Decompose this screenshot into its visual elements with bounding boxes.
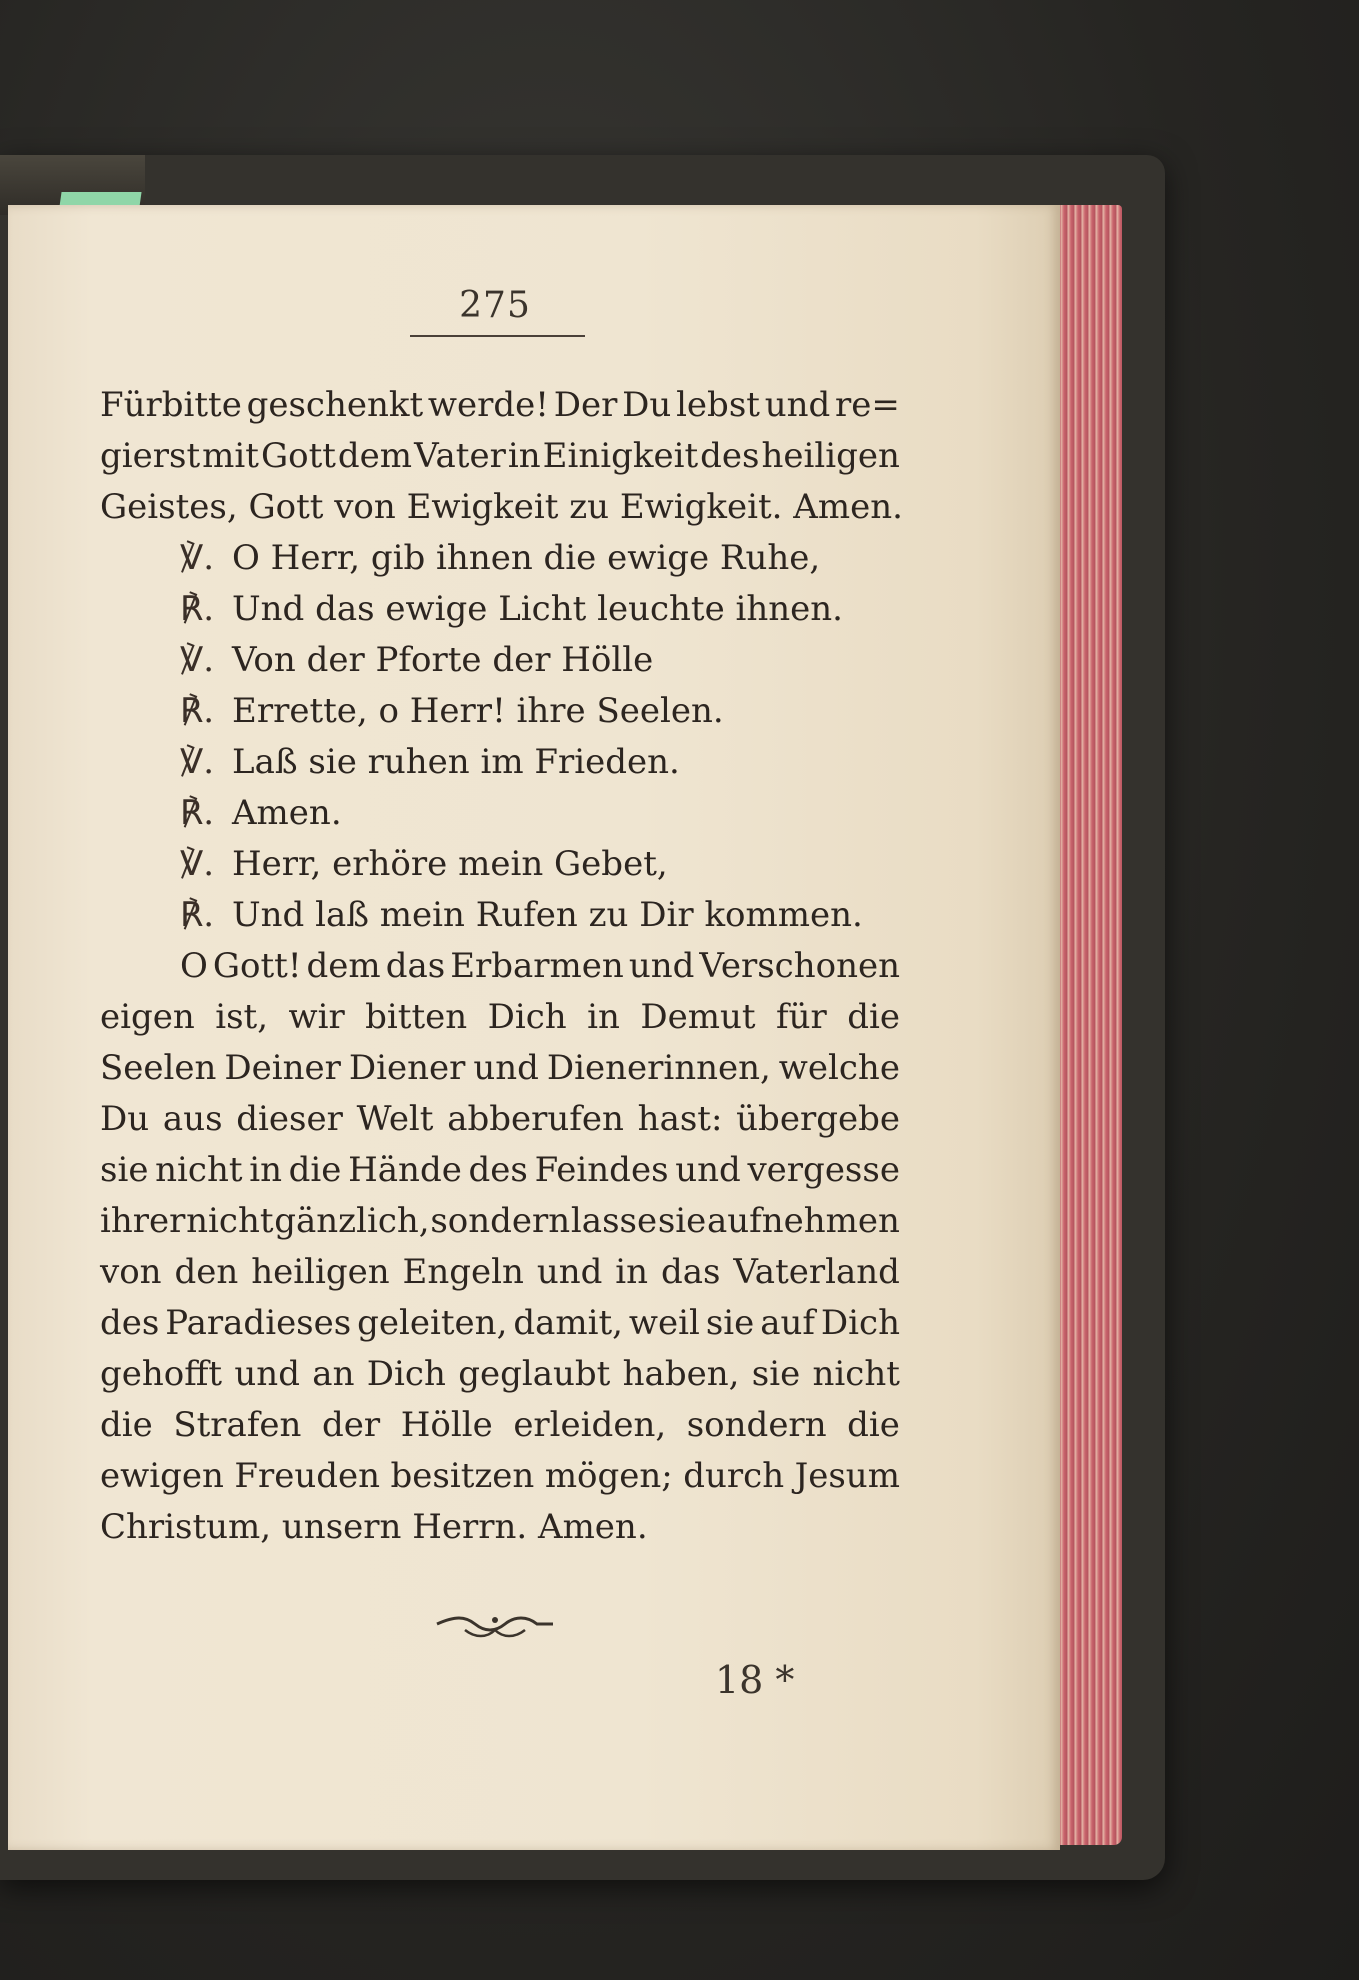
text-line (100, 992, 900, 1043)
word: O (180, 946, 208, 986)
responsory-text: Amen. (232, 793, 342, 833)
word: Paradieses (165, 1303, 352, 1343)
word: an (312, 1354, 355, 1394)
page-number: 275 (459, 285, 531, 326)
word: das (660, 1252, 721, 1292)
responsory-text: Herr, erhöre mein Gebet, (232, 844, 668, 884)
text-line: Christum, unsern Herrn. Amen. (100, 1507, 648, 1547)
text-line: Geistes, Gott von Ewigkeit zu Ewigkeit. Amen. (100, 487, 903, 527)
responsory-line (100, 584, 900, 635)
word: Dienerinnen, (546, 1048, 771, 1088)
word: haben, (622, 1354, 740, 1394)
word: dem (337, 436, 413, 476)
text-line (100, 1043, 900, 1094)
text-line (100, 1196, 900, 1247)
word: die (847, 1405, 900, 1445)
word: re= (835, 385, 900, 425)
responsory-line (100, 686, 900, 737)
versicle-mark: ℣. (180, 538, 215, 578)
word: nicht (155, 1150, 243, 1190)
responsory-text: Und laß mein Rufen zu Dir kommen. (232, 895, 863, 935)
word: dem (306, 946, 381, 986)
response-mark: ℟. (180, 691, 215, 731)
word: ist, (215, 997, 269, 1037)
word: gierst (100, 436, 201, 476)
word: lasse (570, 1201, 658, 1241)
text-line (100, 1145, 900, 1196)
versicle-mark: ℣. (180, 640, 215, 680)
response-mark: ℟. (180, 895, 215, 935)
word: Erbarmen (450, 946, 624, 986)
responsory-line (100, 635, 900, 686)
word: geschenkt (246, 385, 424, 425)
word: und (628, 946, 695, 986)
word: in (249, 1150, 282, 1190)
word: Seelen (100, 1048, 217, 1088)
response-mark: ℟. (180, 793, 215, 833)
responsory-line (100, 839, 900, 890)
word: und (764, 385, 831, 425)
word: das (385, 946, 446, 986)
responsory-line (100, 788, 900, 839)
text-line (100, 380, 900, 431)
word: bitten (365, 997, 468, 1037)
word: und (234, 1354, 300, 1394)
word: Vater (414, 436, 506, 476)
word: aufnehmen (707, 1201, 900, 1241)
word: sie (751, 1354, 801, 1394)
word: Engeln (402, 1252, 524, 1292)
text-line (100, 1451, 900, 1502)
word: Diener (348, 1048, 466, 1088)
word: vergesse (747, 1150, 900, 1190)
word: hast: (637, 1099, 723, 1139)
word: geleiten, (357, 1303, 508, 1343)
word: in (587, 997, 620, 1037)
word: werde! (427, 385, 549, 425)
word: nicht (812, 1354, 900, 1394)
text-line (100, 1094, 900, 1145)
word: in (615, 1252, 649, 1292)
word: Vaterland (733, 1252, 900, 1292)
word: Gott (260, 436, 336, 476)
word: gänzlich, (274, 1201, 430, 1241)
word: Einigkeit (542, 436, 699, 476)
word: sondern (686, 1405, 827, 1445)
word: auf (760, 1303, 815, 1343)
word: Demut (640, 997, 756, 1037)
word: in (507, 436, 541, 476)
ornament-icon (435, 1610, 555, 1640)
responsory-text: Errette, o Herr! ihre Seelen. (232, 691, 724, 731)
word: eigen (100, 997, 195, 1037)
prayer-text (100, 380, 903, 1553)
word: Hölle (400, 1405, 493, 1445)
word: wir (288, 997, 345, 1037)
word: Freuden (234, 1456, 381, 1496)
word: der (322, 1405, 381, 1445)
word: aus (162, 1099, 223, 1139)
word: Feindes (534, 1150, 669, 1190)
word: die (847, 997, 900, 1037)
text-line (100, 1349, 900, 1400)
word: erleiden, (513, 1405, 667, 1445)
word: abberufen (447, 1099, 624, 1139)
word: dieser (236, 1099, 343, 1139)
word: gehofft (100, 1354, 223, 1394)
versicle-mark: ℣. (180, 742, 215, 782)
word: Dich (820, 1303, 900, 1343)
word: Du (622, 385, 672, 425)
word: Dich (487, 997, 567, 1037)
word: Hände (348, 1150, 462, 1190)
word: Gott! (212, 946, 302, 986)
text-line (100, 1400, 900, 1451)
word: übergebe (736, 1099, 900, 1139)
responsory-line (100, 890, 900, 941)
response-mark: ℟. (180, 589, 215, 629)
word: nicht (186, 1201, 274, 1241)
header-rule (410, 335, 585, 337)
word: Fürbitte (100, 385, 242, 425)
word: des (100, 1303, 160, 1343)
responsory-line (100, 533, 900, 584)
responsory-line (100, 737, 900, 788)
text-line (100, 941, 900, 992)
page-edges (1050, 205, 1122, 1845)
word: und (473, 1048, 539, 1088)
word: heiligen (251, 1252, 390, 1292)
text-line (100, 1247, 900, 1298)
word: geglaubt (458, 1354, 611, 1394)
word: Du (100, 1099, 150, 1139)
word: besitzen (390, 1456, 535, 1496)
responsory-text: Von der Pforte der Hölle (232, 640, 654, 680)
word: sondern (430, 1201, 571, 1241)
word: des (700, 436, 760, 476)
responsory-text: Laß sie ruhen im Frieden. (232, 742, 680, 782)
word: damit, (513, 1303, 623, 1343)
word: heiligen (761, 436, 900, 476)
word: für (776, 997, 827, 1037)
word: die (100, 1405, 153, 1445)
word: Dich (366, 1354, 446, 1394)
word: lebst (676, 385, 760, 425)
word: ihrer (100, 1201, 186, 1241)
responsory-text: O Herr, gib ihnen die ewige Ruhe, (232, 538, 821, 578)
word: weil (628, 1303, 700, 1343)
word: und (675, 1150, 741, 1190)
word: Deiner (224, 1048, 341, 1088)
text-line (100, 431, 900, 482)
word: welche (778, 1048, 900, 1088)
word: des (468, 1150, 528, 1190)
responsory-text: Und das ewige Licht leuchte ihnen. (232, 589, 843, 629)
text-line (100, 1298, 900, 1349)
word: sie (657, 1201, 707, 1241)
word: Der (553, 385, 618, 425)
word: den (174, 1252, 239, 1292)
word: von (100, 1252, 162, 1292)
word: mit (202, 436, 259, 476)
word: durch (683, 1456, 785, 1496)
versicle-mark: ℣. (180, 844, 215, 884)
word: und (536, 1252, 603, 1292)
word: sie (705, 1303, 755, 1343)
word: Strafen (173, 1405, 302, 1445)
word: Jesum (794, 1456, 900, 1496)
word: ewigen (100, 1456, 224, 1496)
signature-mark: 18 * (715, 1658, 795, 1702)
word: die (288, 1150, 342, 1190)
word: Verschonen (699, 946, 900, 986)
word: sie (100, 1150, 149, 1190)
word: mögen; (544, 1456, 673, 1496)
word: Welt (356, 1099, 434, 1139)
